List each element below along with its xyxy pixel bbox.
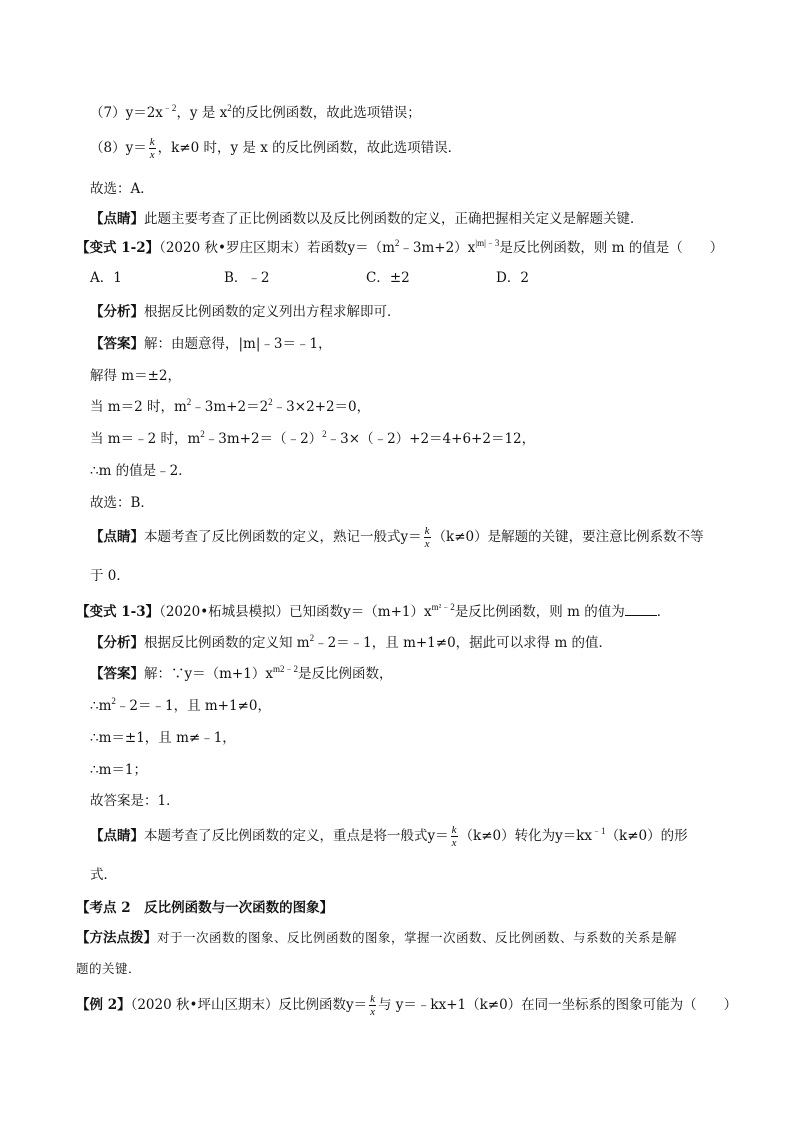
step-t1: $\therefore m^2﹣2=﹣1$，且 m+1≠0， <box>90 696 271 714</box>
answer-blank <box>625 602 657 616</box>
analysis-1: 【分析】根据反比例函数的定义列出方程求解即可． <box>90 304 401 320</box>
fraction-k-over-x: $\frac{k}{x}$ <box>149 136 155 161</box>
choose-a: 故选：A． <box>90 181 154 197</box>
method-hint-cont: 题的关键． <box>76 961 142 976</box>
choose-b: 故选：B． <box>90 495 154 511</box>
example-2: 【例 2】（2020 秋•坪山区期末）反比例函数y＝ $\frac{k}{x}$ 与 y＝﹣kx+1（k≠0）在同一坐标系的图象可能为（ ） <box>76 993 738 1018</box>
variant-1-2: 【变式 1-2】（2020 秋•罗庄区期末）若函数$y=(m^2﹣3m+2)x^{|m|﹣3}$是反比例函数，则 m 的值是（ ） <box>76 238 724 256</box>
fraction-k-over-x: $\frac{k}{x}$ <box>451 824 457 849</box>
step-4: ∴m 的值是﹣2． <box>90 463 192 479</box>
option-a: A．1 <box>90 270 122 286</box>
section-heading-kaodian-2: 【考点 2 反比例函数与一次函数的图象】 <box>76 900 334 916</box>
option-b: B．﹣2 <box>224 270 270 286</box>
step-3: 当 m＝﹣2 时，$m^2﹣3m+2=(﹣2)^2﹣3\times(﹣2)+2=4+6+2=12$， <box>90 429 536 447</box>
line-8: （8）y＝ $\frac{k}{x}$ ，k≠0 时，y 是 x 的反比例函数，故此选项错误． <box>90 136 462 161</box>
dianjing-2: 【点睛】本题考查了反比例函数的定义，熟记一般式y＝ $\frac{k}{x}$ （k≠0）是解题的关键，要注意比例系数不等 <box>90 525 704 550</box>
analysis-2: 【分析】根据反比例函数的定义知 $m^2﹣2=﹣1$，且 m+1≠0，据此可以求得 m 的值． <box>90 633 613 651</box>
dianjing-2-cont: 于 0． <box>90 568 130 584</box>
dianjing-1: 【点睛】此题主要考查了正比例函数以及反比例函数的定义，正确把握相关定义是解题关键． <box>90 211 644 227</box>
step-t3: ∴m＝1； <box>90 762 147 778</box>
answer-2: 【答案】解：$\because y=(m+1)x^{m2﹣2}$是反比例函数， <box>90 664 393 682</box>
fraction-k-over-x: $\frac{k}{x}$ <box>424 525 430 550</box>
option-d: D．2 <box>496 270 529 286</box>
answer-1: 【答案】解：由题意得，|m|﹣3＝﹣1， <box>90 336 332 352</box>
method-hint: 【方法点拨】对于一次函数的图象、反比例函数的图象，掌握一次函数、反比例函数、与系数的关系是解 <box>76 930 678 946</box>
dianjing-3: 【点睛】本题考查了反比例函数的定义，重点是将一般式y＝ $\frac{k}{x}$ （k≠0）转化为$y=kx^{﹣1}(k\ne 0)$的形 <box>90 824 688 849</box>
line-7: $(7)y=2x^{﹣2}$，y 是 $x^2$的反比例函数，故此选项错误； <box>90 103 421 121</box>
dianjing-3-cont: 式． <box>90 867 117 883</box>
step-1: 解得 m＝±2， <box>90 368 181 384</box>
step-t2: ∴m＝±1，且 m≠﹣1， <box>90 730 236 746</box>
option-c: C．±2 <box>366 270 410 286</box>
fraction-k-over-x: $\frac{k}{x}$ <box>370 993 375 1018</box>
step-2: 当 m＝2 时，$m^2﹣3m+2=2^2﹣3\times 2+2=0$， <box>90 397 371 415</box>
step-t4: 故答案是：1． <box>90 793 180 809</box>
variant-1-3: 【变式 1-3】（2020•柘城县模拟）已知函数$y=(m+1)x^{m^2﹣2}$是反比例函数，则 m 的值为 ． <box>76 602 671 620</box>
